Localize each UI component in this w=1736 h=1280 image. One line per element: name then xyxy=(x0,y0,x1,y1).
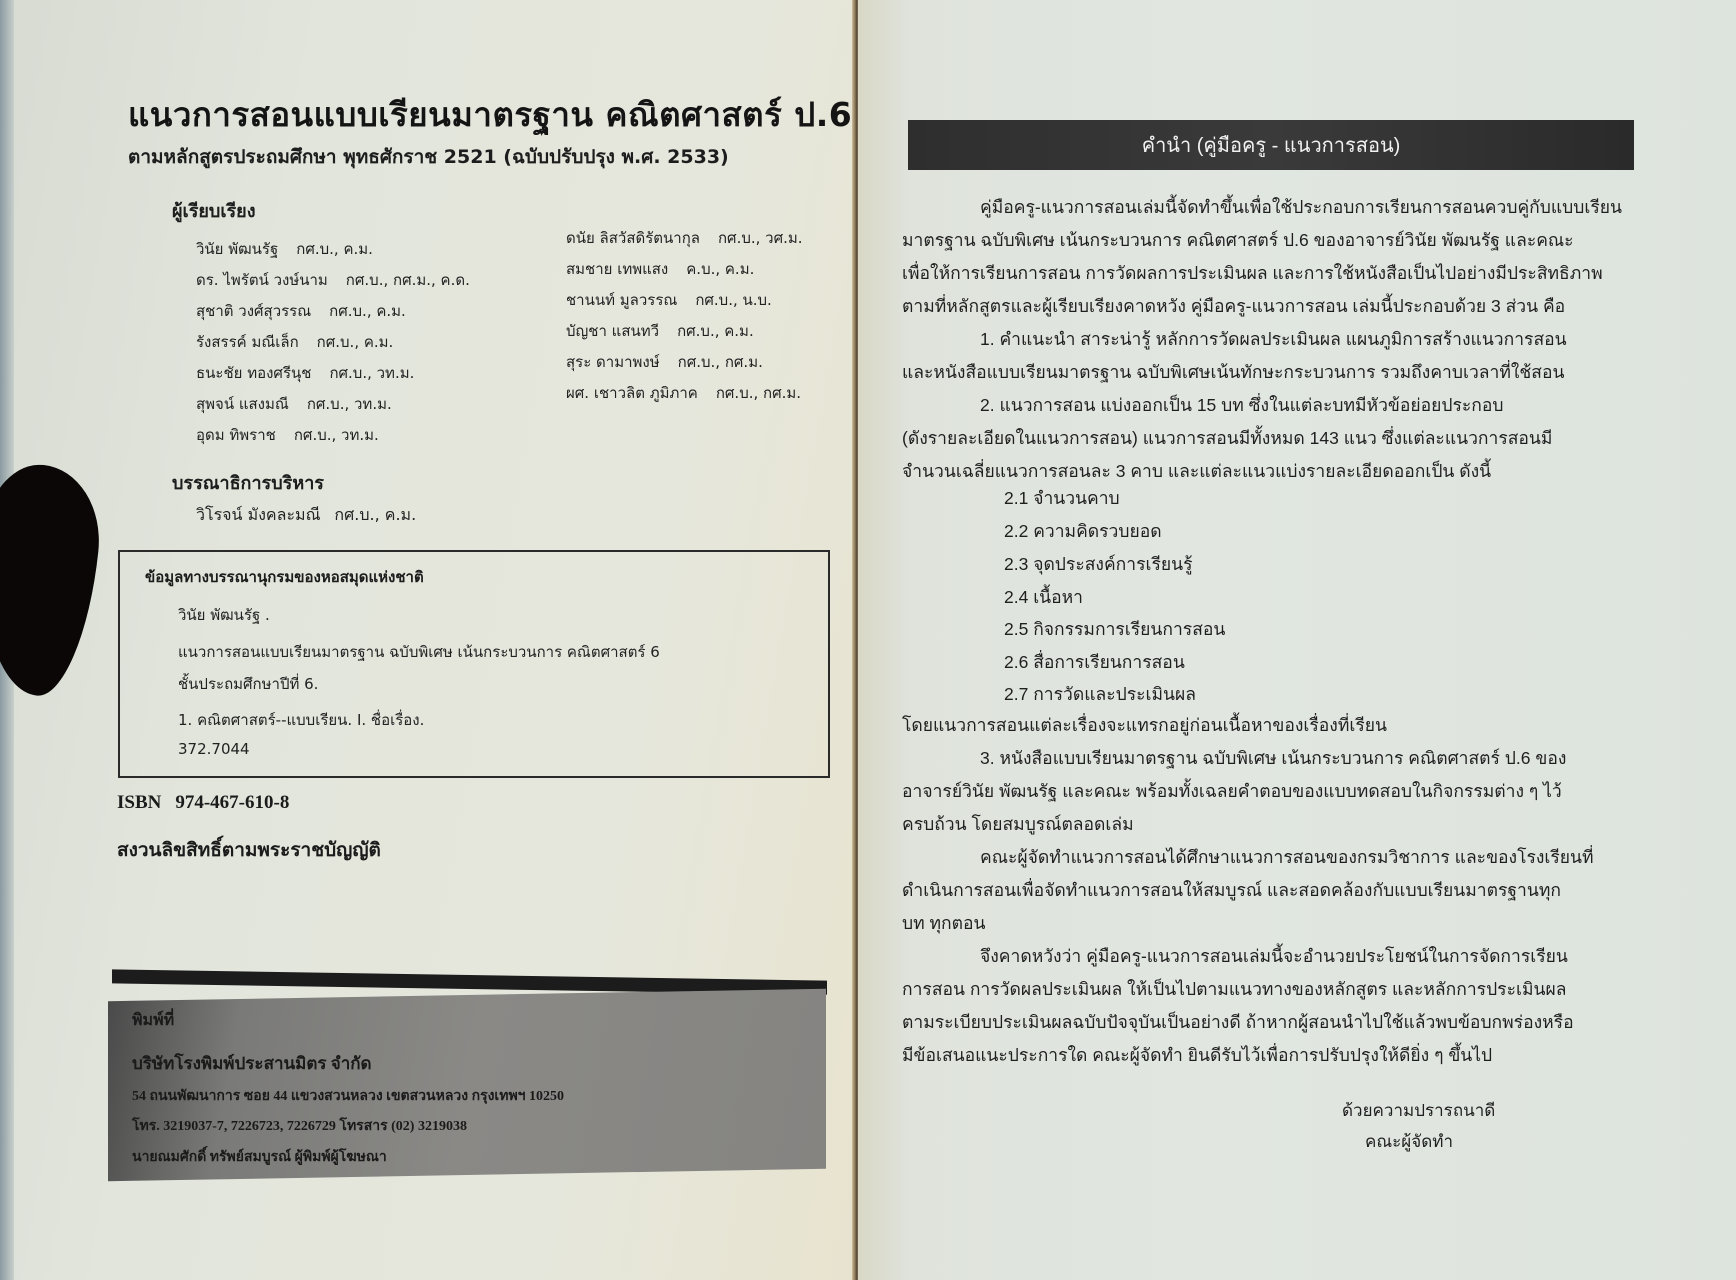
sub-item: 2.2 ความคิดรวบยอด xyxy=(1004,521,1162,541)
sub-item: 2.6 สื่อการเรียนการสอน xyxy=(1004,652,1185,672)
compiler-row xyxy=(566,288,803,319)
compiler-degree: ค.บ., ค.ม. xyxy=(686,260,755,278)
sub-item: 2.7 การวัดและประเมินผล xyxy=(1004,684,1196,704)
compiler-name: ผศ. เชาวลิต ภูมิภาค xyxy=(566,384,698,402)
sub-item: 2.1 จำนวนคาบ xyxy=(1004,488,1120,508)
isbn xyxy=(117,792,289,814)
compiler-name: อุดม ทิพราช xyxy=(196,426,276,444)
compiler-degree: กศ.บ., วท.ม. xyxy=(293,426,379,444)
preface-line: ครบถ้วน โดยสมบูรณ์ตลอดเล่ม xyxy=(902,814,1134,834)
preface-line: บท ทุกตอน xyxy=(902,913,986,933)
compiler-name: สุพจน์ แสงมณี xyxy=(196,395,289,413)
isbn-number: 974-467-610-8 xyxy=(175,792,290,813)
compiler-row xyxy=(566,257,803,288)
preface-line: จำนวนเฉลี่ยแนวการสอนละ 3 คาบ และแต่ละแนวแบ่งรายละเอียดออกเป็น ดังนี้ xyxy=(902,461,1492,481)
cip-author: วินัย พัฒนรัฐ . xyxy=(178,606,270,624)
compiler-degree: กศ.บ., ค.ม. xyxy=(329,302,406,320)
compiler-name: ดนัย ลิสวัสดิรัตนากุล xyxy=(566,229,700,247)
preface-line: มาตรฐาน ฉบับพิเศษ เน้นกระบวนการ คณิตศาสตร์ ป.6 ของอาจารย์วินัย พัฒนรัฐ และคณะ xyxy=(902,230,1574,250)
isbn-label: ISBN xyxy=(117,792,162,813)
right-page xyxy=(858,0,1736,1280)
compiler-name: สุชาติ วงศ์สุวรรณ xyxy=(196,302,312,320)
compiler-name: รังสรรค์ มณีเล็ก xyxy=(196,333,299,351)
preface-line: มีข้อเสนอแนะประการใด คณะผู้จัดทำ ยินดีรับไว้เพื่อการปรับปรุงให้ดียิ่ง ๆ ขึ้นไป xyxy=(902,1045,1493,1065)
copyright-notice: สงวนลิขสิทธิ์ตามพระราชบัญญัติ xyxy=(117,839,381,861)
sub-item: 2.4 เนื้อหา xyxy=(1004,587,1084,607)
compiler-row xyxy=(196,330,470,361)
compiler-name: สุระ ดามาพงษ์ xyxy=(566,353,660,371)
editor-heading: บรรณาธิการบริหาร xyxy=(172,473,324,494)
sub-item: 2.5 กิจกรรมการเรียนการสอน xyxy=(1004,619,1226,639)
compiler-degree: กศ.บ., วท.ม. xyxy=(329,364,415,382)
preface-line: อาจารย์วินัย พัฒนรัฐ และคณะ พร้อมทั้งเฉลยคำตอบของแบบทดสอบในกิจกรรมต่าง ๆ ไว้ xyxy=(902,781,1562,801)
compiler-degree: กศ.บ., วท.ม. xyxy=(306,395,392,413)
preface-line: คู่มือครู-แนวการสอนเล่มนี้จัดทำขึ้นเพื่อใช้ประกอบการเรียนการสอนควบคู่กับแบบเรียน xyxy=(980,197,1622,217)
cip-heading: ข้อมูลทางบรรณานุกรมของหอสมุดแห่งชาติ xyxy=(145,568,424,586)
book-subtitle: ตามหลักสูตรประถมศึกษา พุทธศักราช 2521 (ฉบับปรับปรุง พ.ศ. 2533) xyxy=(128,146,729,168)
compiler-name: ธนะชัย ทองศรีนุช xyxy=(196,364,312,382)
cip-classification: 372.7044 xyxy=(178,740,250,758)
printer-address: 54 ถนนพัฒนาการ ซอย 44 แขวงสวนหลวง เขตสวนหลวง กรุงเทพฯ 10250 xyxy=(132,1089,565,1104)
cip-grade: ชั้นประถมศึกษาปีที่ 6. xyxy=(178,675,319,693)
closing-salutation: ด้วยความปรารถนาดี xyxy=(1342,1101,1496,1120)
compilers-heading: ผู้เรียบเรียง xyxy=(172,201,256,222)
editor-name: วิโรจน์ มังคละมณี xyxy=(196,505,321,524)
signature: คณะผู้จัดทำ xyxy=(1365,1132,1453,1151)
compiler-row xyxy=(566,350,803,381)
cip-subject: 1. คณิตศาสตร์--แบบเรียน. I. ชื่อเรื่อง. xyxy=(178,711,425,729)
compilers-list-left xyxy=(196,237,470,454)
compilers-list-right xyxy=(566,226,803,412)
compiler-name: บัญชา แสนทวี xyxy=(566,322,660,340)
compiler-name: ดร. ไพรัตน์ วงษ์นาม xyxy=(196,271,328,289)
compiler-degree: กศ.บ., ค.ม. xyxy=(296,240,373,258)
preface-line: ตามที่หลักสูตรและผู้เรียบเรียงคาดหวัง คู่มือครู-แนวการสอน เล่มนี้ประกอบด้วย 3 ส่วน คือ xyxy=(902,296,1566,316)
compiler-row xyxy=(196,423,470,454)
printer-heading: พิมพ์ที่ xyxy=(132,1012,175,1029)
compiler-name: วินัย พัฒนรัฐ xyxy=(196,240,279,258)
compiler-degree: กศ.บ., น.บ. xyxy=(695,291,772,309)
preface-line: 1. คำแนะนำ สาระน่ารู้ หลักการวัดผลประเมินผล แผนภูมิการสร้างแนวการสอน xyxy=(980,329,1567,349)
compiler-name: ชานนท์ มูลวรรณ xyxy=(566,291,678,309)
compiler-row xyxy=(566,381,803,412)
preface-line: ตามระเบียบประเมินผลฉบับปัจจุบันเป็นอย่างดี ถ้าหากผู้สอนนำไปใช้แล้วพบข้อบกพร่องหรือ xyxy=(902,1012,1574,1032)
book-title: แนวการสอนแบบเรียนมาตรฐาน คณิตศาสตร์ ป.6 xyxy=(128,95,853,134)
preface-line: คณะผู้จัดทำแนวการสอนได้ศึกษาแนวการสอนของกรมวิชาการ และของโรงเรียนที่ xyxy=(980,847,1594,867)
editor-entry xyxy=(196,503,416,528)
compiler-row xyxy=(196,392,470,423)
compiler-degree: กศ.บ., กศ.ม. xyxy=(677,353,763,371)
compiler-degree: กศ.บ., ค.ม. xyxy=(677,322,754,340)
compiler-row xyxy=(566,319,803,350)
printer-phone: โทร. 3219037-7, 7226723, 7226729 โทรสาร (02) 3219038 xyxy=(132,1119,467,1134)
preface-header-bar xyxy=(908,120,1634,170)
printer-publisher: นายณมศักดิ์ ทรัพย์สมบูรณ์ ผู้พิมพ์ผู้โฆษณา xyxy=(132,1150,387,1165)
preface-line: การสอน การวัดผลประเมินผล ให้เป็นไปตามแนวทางของหลักสูตร และหลักการประเมินผล xyxy=(902,979,1567,999)
preface-line: และหนังสือแบบเรียนมาตรฐาน ฉบับพิเศษเน้นทักษะกระบวนการ รวมถึงคาบเวลาที่ใช้สอน xyxy=(902,362,1565,382)
preface-line: 3. หนังสือแบบเรียนมาตรฐาน ฉบับพิเศษ เน้นกระบวนการ คณิตศาสตร์ ป.6 ของ xyxy=(980,748,1567,768)
compiler-row xyxy=(566,226,803,257)
compiler-row xyxy=(196,237,470,268)
compiler-row xyxy=(196,268,470,299)
compiler-row xyxy=(196,361,470,392)
preface-line: 2. แนวการสอน แบ่งออกเป็น 15 บท ซึ่งในแต่ละบทมีหัวข้อย่อยประกอบ xyxy=(980,395,1504,415)
preface-line: ดำเนินการสอนเพื่อจัดทำแนวการสอนให้สมบูรณ์ และสอดคล้องกับแบบเรียนมาตรฐานทุก xyxy=(902,880,1561,900)
preface-title: คำนำ (คู่มือครู - แนวการสอน) xyxy=(1141,135,1401,157)
compiler-degree: กศ.บ., กศ.ม., ค.ด. xyxy=(345,271,470,289)
compiler-degree: กศ.บ., วศ.ม. xyxy=(717,229,803,247)
compiler-degree: กศ.บ., กศ.ม. xyxy=(715,384,802,402)
sub-item: 2.3 จุดประสงค์การเรียนรู้ xyxy=(1004,554,1193,574)
compiler-name: สมชาย เทพแสง xyxy=(566,260,669,278)
compiler-degree: กศ.บ., ค.ม. xyxy=(316,333,394,351)
compiler-row xyxy=(196,299,470,330)
preface-line: เพื่อให้การเรียนการสอน การวัดผลการประเมินผล และการใช้หนังสือเป็นไปอย่างมีประสิทธิภาพ xyxy=(902,263,1603,283)
editor-degree: กศ.บ., ค.ม. xyxy=(334,505,417,524)
preface-line: โดยแนวการสอนแต่ละเรื่องจะแทรกอยู่ก่อนเนื้อหาของเรื่องที่เรียน xyxy=(902,715,1387,735)
preface-line: จึงคาดหวังว่า คู่มือครู-แนวการสอนเล่มนี้จะอำนวยประโยชน์ในการจัดการเรียน xyxy=(980,946,1568,966)
cip-title: แนวการสอนแบบเรียนมาตรฐาน ฉบับพิเศษ เน้นกระบวนการ คณิตศาสตร์ 6 xyxy=(178,643,660,661)
printer-company: บริษัทโรงพิมพ์ประสานมิตร จำกัด xyxy=(132,1054,372,1073)
preface-line: (ดังรายละเอียดในแนวการสอน) แนวการสอนมีทั้งหมด 143 แนว ซึ่งแต่ละแนวการสอนมี xyxy=(902,428,1553,448)
